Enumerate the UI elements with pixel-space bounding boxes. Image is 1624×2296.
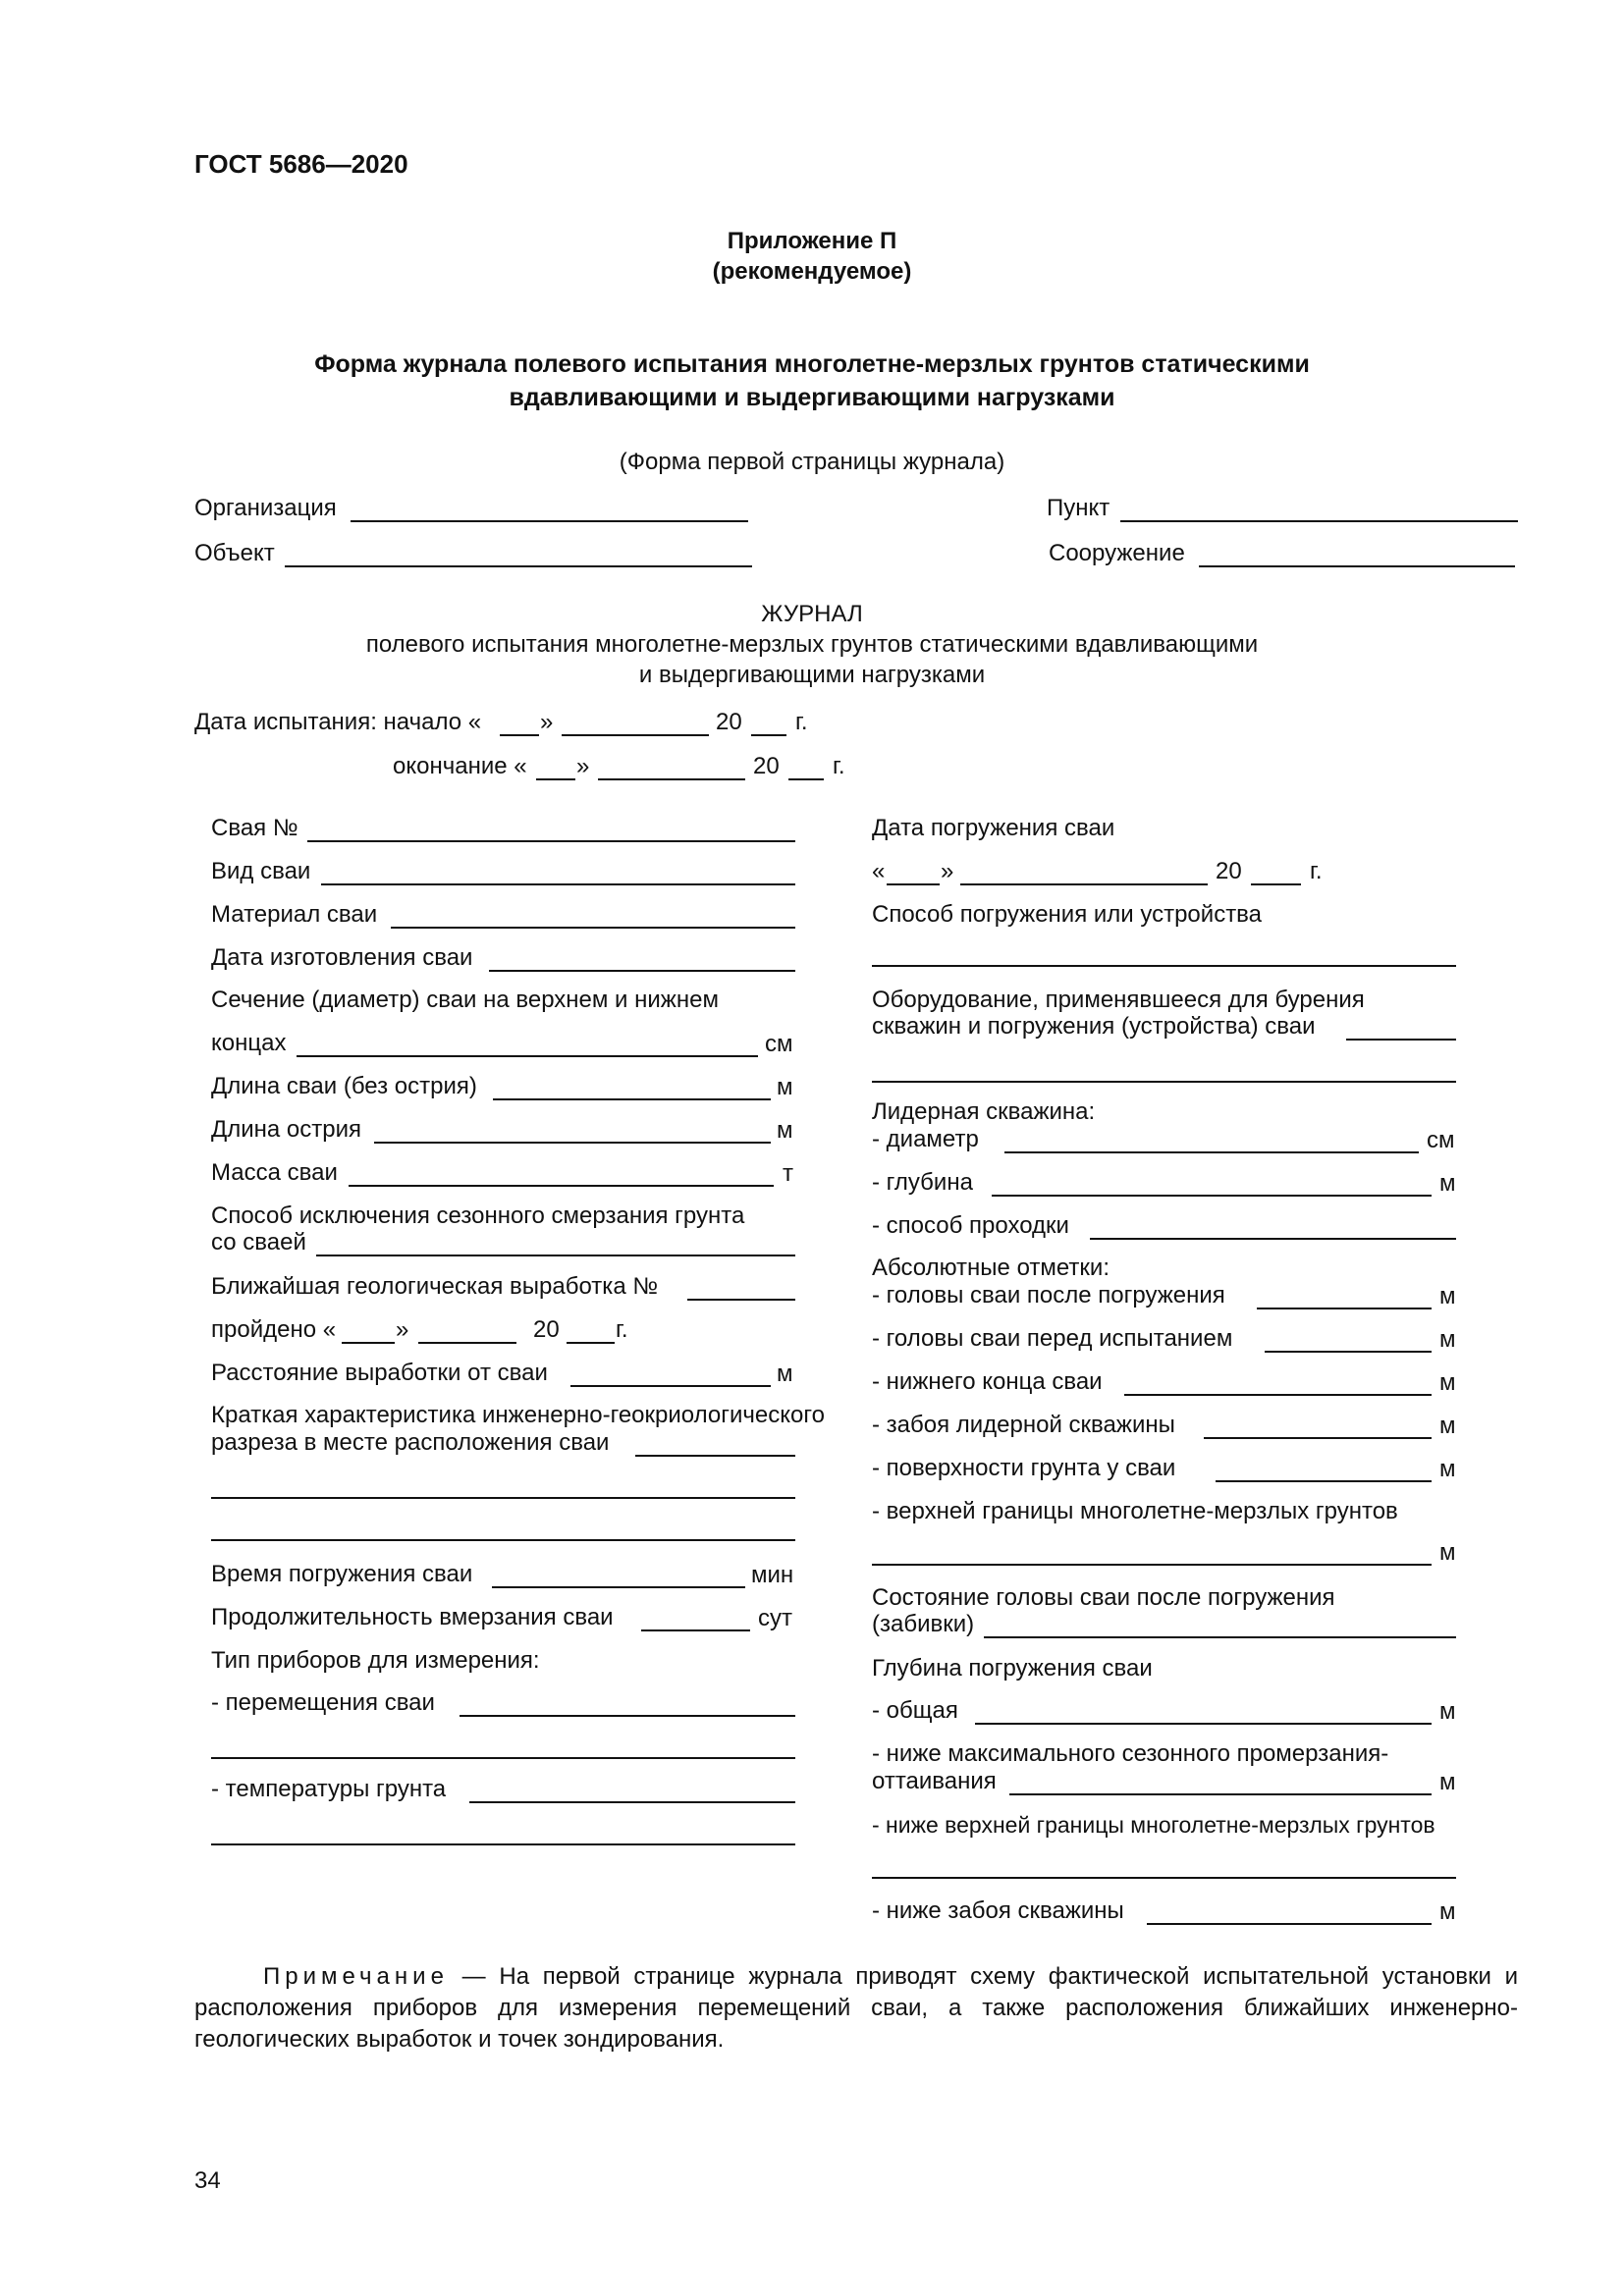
length-no-tip-unit: м: [777, 1074, 793, 1100]
equipment-label-line1: Оборудование, применявшееся для бурения: [872, 987, 1365, 1013]
equipment-field-line2[interactable]: [872, 1081, 1456, 1083]
frost-exclusion-field[interactable]: [316, 1255, 795, 1256]
journal-title: ЖУРНАЛ: [761, 601, 863, 627]
test-end-year-field[interactable]: [788, 778, 824, 780]
pilot-depth-field[interactable]: [992, 1195, 1432, 1197]
length-no-tip-field[interactable]: [493, 1098, 771, 1100]
below-permafrost-field[interactable]: [872, 1877, 1456, 1879]
below-hole-field[interactable]: [1147, 1923, 1432, 1925]
boring-distance-label: Расстояние выработки от сваи: [211, 1360, 548, 1386]
pile-mass-field[interactable]: [349, 1185, 774, 1187]
passed-year-prefix: 20: [533, 1316, 560, 1343]
immersion-time-field[interactable]: [492, 1586, 745, 1588]
below-hole-unit: м: [1439, 1898, 1456, 1925]
frost-exclusion-label-line1: Способ исключения сезонного смерзания грунта: [211, 1202, 745, 1229]
brief-label-line1: Краткая характеристика инженерно-геокриологического: [211, 1402, 825, 1428]
pile-mass-label: Масса сваи: [211, 1159, 338, 1186]
test-end-year-prefix: 20: [753, 753, 780, 779]
instruments-type-label: Тип приборов для измерения:: [211, 1647, 540, 1674]
brief-field-line2[interactable]: [211, 1497, 795, 1499]
form-title-line1: Форма журнала полевого испытания многолетне-мерзлых грунтов статическими: [314, 350, 1310, 378]
head-before-label: - головы сваи перед испытанием: [872, 1325, 1233, 1352]
form-title-line2: вдавливающими и выдергивающими нагрузками: [509, 384, 1115, 411]
drilling-method-field[interactable]: [1090, 1238, 1456, 1240]
lower-end-unit: м: [1439, 1369, 1456, 1396]
section-label-line1: Сечение (диаметр) сваи на верхнем и нижнем: [211, 987, 719, 1013]
pilot-bottom-label: - забоя лидерной скважины: [872, 1412, 1175, 1438]
brief-label-line2: разреза в месте расположения сваи: [211, 1429, 610, 1456]
pilot-depth-unit: м: [1439, 1170, 1456, 1197]
pilot-hole-label: Лидерная скважина:: [872, 1098, 1096, 1125]
boring-distance-field[interactable]: [570, 1385, 771, 1387]
object-field[interactable]: [285, 565, 752, 567]
pilot-bottom-field[interactable]: [1204, 1437, 1432, 1439]
organization-field[interactable]: [351, 520, 748, 522]
pile-type-field[interactable]: [321, 883, 795, 885]
form-subtitle: (Форма первой страницы журнала): [619, 449, 1005, 475]
lower-end-label: - нижнего конца сваи: [872, 1368, 1103, 1395]
appendix-title: Приложение П: [727, 228, 897, 254]
journal-subtitle-line2: и выдергивающими нагрузками: [638, 662, 986, 688]
nearest-boring-label: Ближайшая геологическая выработка №: [211, 1273, 659, 1300]
length-no-tip-label: Длина сваи (без острия): [211, 1073, 477, 1099]
note-text: — На первой странице журнала приводят схему фактической испытательной установки и расположения приборов для измерения перемещений сваи, а также расположения ближайших инженерно-геологических выработок и точек зондирования.: [194, 1963, 1518, 2053]
test-start-label: Дата испытания: начало «: [194, 709, 482, 735]
freeze-duration-label: Продолжительность вмерзания сваи: [211, 1604, 614, 1630]
structure-field[interactable]: [1199, 565, 1515, 567]
nearest-boring-field[interactable]: [687, 1299, 795, 1301]
test-start-close-quote: »: [540, 709, 554, 735]
document-code: ГОСТ 5686—2020: [194, 149, 408, 179]
organization-label: Организация: [194, 495, 337, 521]
brief-field-line3[interactable]: [211, 1539, 795, 1541]
test-end-day-field[interactable]: [536, 778, 575, 780]
immersion-method-label: Способ погружения или устройства: [872, 901, 1263, 928]
head-state-label-line1: Состояние головы сваи после погружения: [872, 1584, 1335, 1611]
test-end-close-quote: »: [576, 753, 590, 779]
depth-total-label: - общая: [872, 1697, 958, 1724]
pile-material-label: Материал сваи: [211, 901, 378, 928]
manufacture-date-field[interactable]: [489, 970, 795, 972]
immersion-depth-label: Глубина погружения сваи: [872, 1655, 1153, 1682]
below-seasonal-label-line1: - ниже максимального сезонного промерзания-: [872, 1740, 1389, 1767]
below-hole-label: - ниже забоя скважины: [872, 1897, 1124, 1924]
passed-label: пройдено «: [211, 1316, 337, 1343]
test-start-month-field[interactable]: [562, 734, 709, 736]
permafrost-top-unit: м: [1439, 1539, 1456, 1566]
frost-exclusion-label-line2: со сваей: [211, 1229, 306, 1255]
head-state-field[interactable]: [984, 1636, 1456, 1638]
section-unit: см: [765, 1031, 793, 1057]
soil-temperature-label: - температуры грунта: [211, 1776, 447, 1802]
test-end-label: окончание «: [393, 753, 527, 779]
immersion-date-open-quote: «: [872, 858, 886, 884]
immersion-year-suffix: г.: [1310, 858, 1323, 884]
pile-no-label: Свая №: [211, 815, 298, 841]
note: [194, 1961, 1518, 2056]
test-end-month-field[interactable]: [598, 778, 745, 780]
head-state-label-line2: (забивки): [872, 1611, 975, 1637]
test-start-year-prefix: 20: [716, 709, 742, 735]
passed-year-field[interactable]: [567, 1342, 615, 1344]
test-start-year-suffix: г.: [795, 709, 808, 735]
passed-day-field[interactable]: [342, 1342, 395, 1344]
object-label: Объект: [194, 540, 275, 566]
immersion-year-field[interactable]: [1251, 883, 1301, 885]
below-seasonal-label-line2: оттаивания: [872, 1768, 997, 1794]
head-after-label: - головы сваи после погружения: [872, 1282, 1225, 1308]
displacement-label: - перемещения сваи: [211, 1689, 435, 1716]
immersion-day-field[interactable]: [887, 883, 940, 885]
section-label-line2: концах: [211, 1030, 287, 1056]
tip-length-field[interactable]: [374, 1142, 771, 1144]
passed-month-field[interactable]: [418, 1342, 516, 1344]
head-before-field[interactable]: [1265, 1351, 1432, 1353]
equipment-field[interactable]: [1346, 1039, 1456, 1041]
pile-mass-unit: т: [783, 1160, 793, 1187]
depth-total-unit: м: [1439, 1698, 1456, 1725]
note-label: Примечание: [263, 1963, 449, 1990]
pilot-depth-label: - глубина: [872, 1169, 973, 1196]
freeze-duration-field[interactable]: [641, 1629, 750, 1631]
head-after-unit: м: [1439, 1283, 1456, 1309]
passed-close-quote: »: [396, 1316, 409, 1343]
ground-surface-label: - поверхности грунта у сваи: [872, 1455, 1176, 1481]
ground-surface-unit: м: [1439, 1456, 1456, 1482]
immersion-method-field[interactable]: [872, 965, 1456, 967]
immersion-date-close-quote: »: [941, 858, 954, 884]
pilot-bottom-unit: м: [1439, 1413, 1456, 1439]
tip-length-unit: м: [777, 1117, 793, 1144]
soil-temperature-field-line2[interactable]: [211, 1843, 795, 1845]
passed-year-suffix: г.: [616, 1316, 628, 1343]
permafrost-top-field[interactable]: [872, 1564, 1432, 1566]
journal-subtitle-line1: полевого испытания многолетне-мерзлых грунтов статическими вдавливающими: [365, 631, 1259, 658]
test-end-year-suffix: г.: [833, 753, 845, 779]
immersion-year-prefix: 20: [1216, 858, 1242, 884]
pile-material-field[interactable]: [391, 927, 795, 929]
abs-marks-label: Абсолютные отметки:: [872, 1255, 1110, 1281]
permafrost-top-label: - верхней границы многолетне-мерзлых грунтов: [872, 1498, 1398, 1524]
below-permafrost-label: - ниже верхней границы многолетне-мерзлых грунтов: [872, 1812, 1435, 1838]
test-start-day-field[interactable]: [500, 734, 539, 736]
appendix-status: (рекомендуемое): [712, 258, 912, 285]
page-number: 34: [194, 2167, 221, 2194]
immersion-time-label: Время погружения сваи: [211, 1561, 473, 1587]
soil-temperature-field[interactable]: [469, 1801, 795, 1803]
ground-surface-field[interactable]: [1216, 1480, 1432, 1482]
equipment-label-line2: скважин и погружения (устройства) сваи: [872, 1013, 1316, 1040]
pilot-diameter-unit: см: [1427, 1127, 1455, 1153]
displacement-field[interactable]: [460, 1715, 795, 1717]
test-start-year-field[interactable]: [751, 734, 786, 736]
section-field[interactable]: [297, 1055, 758, 1057]
structure-label: Сооружение: [1049, 540, 1185, 566]
tip-length-label: Длина острия: [211, 1116, 362, 1143]
depth-total-field[interactable]: [975, 1723, 1432, 1725]
displacement-field-line2[interactable]: [211, 1757, 795, 1759]
lower-end-field[interactable]: [1124, 1394, 1432, 1396]
below-seasonal-unit: м: [1439, 1769, 1456, 1795]
immersion-month-field[interactable]: [960, 883, 1208, 885]
head-after-field[interactable]: [1257, 1308, 1432, 1309]
drilling-method-label: - способ проходки: [872, 1212, 1069, 1239]
manufacture-date-label: Дата изготовления сваи: [211, 944, 473, 971]
point-label: Пункт: [1047, 495, 1110, 521]
head-before-unit: м: [1439, 1326, 1456, 1353]
boring-distance-unit: м: [777, 1361, 793, 1387]
pile-type-label: Вид сваи: [211, 858, 311, 884]
below-seasonal-field[interactable]: [1009, 1793, 1432, 1795]
pilot-diameter-label: - диаметр: [872, 1126, 979, 1152]
immersion-time-unit: мин: [751, 1562, 794, 1588]
immersion-date-label: Дата погружения сваи: [872, 815, 1115, 841]
pilot-diameter-field[interactable]: [1004, 1151, 1419, 1153]
pile-no-field[interactable]: [307, 840, 795, 842]
freeze-duration-unit: сут: [758, 1605, 792, 1631]
brief-field[interactable]: [635, 1455, 795, 1457]
point-field[interactable]: [1120, 520, 1518, 522]
